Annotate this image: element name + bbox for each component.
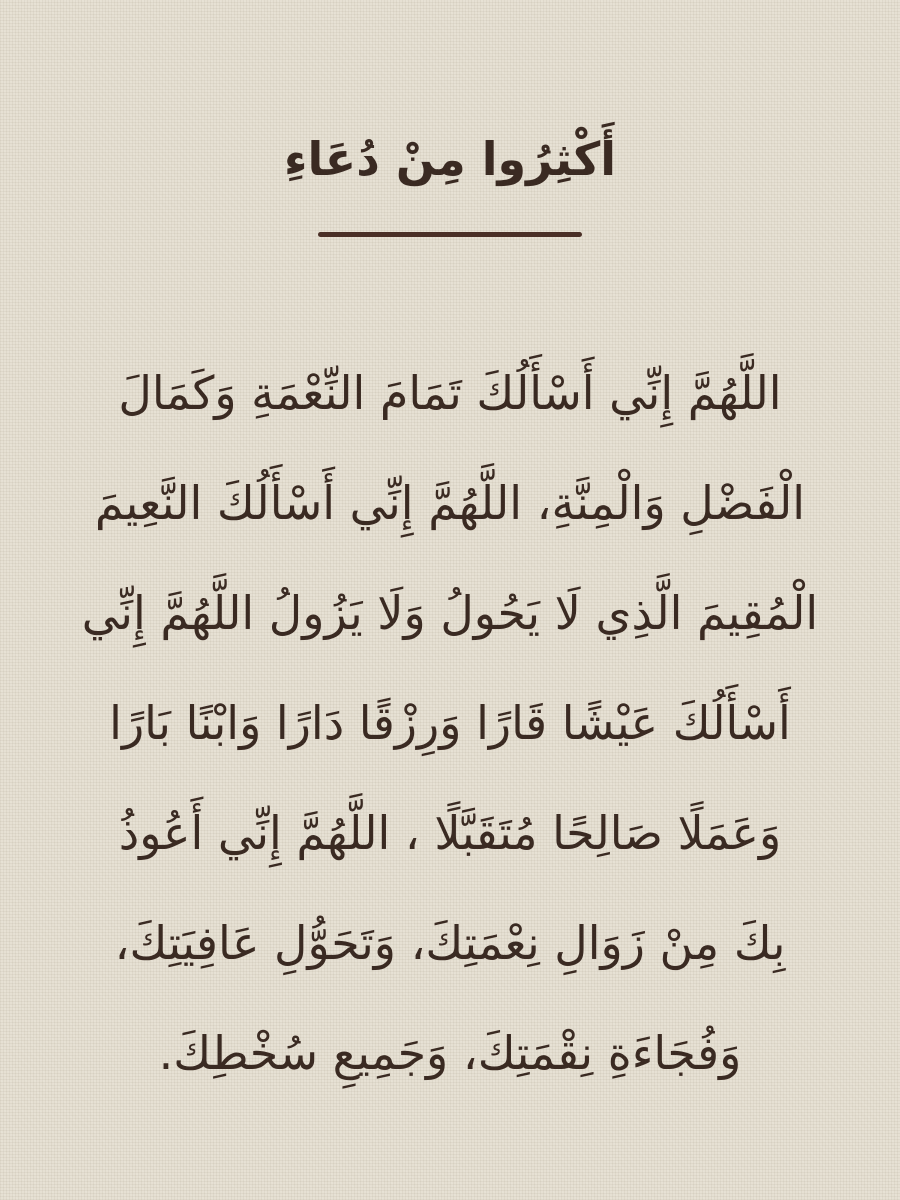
- dua-line: بِكَ مِنْ زَوَالِ نِعْمَتِكَ، وَتَحَوُّلِ عَافِيَتِكَ،: [114, 916, 786, 970]
- dua-line: اللَّهُمَّ إِنِّي أَسْأَلُكَ تَمَامَ النِّعْمَةِ وَكَمَالَ: [118, 366, 782, 420]
- title-divider: [318, 232, 582, 237]
- dua-line: وَفُجَاءَةِ نِقْمَتِكَ، وَجَمِيعِ سُخْطِكَ.: [158, 1026, 742, 1080]
- page-title: أَكْثِرُوا مِنْ دُعَاءِ: [284, 132, 616, 186]
- dua-line: الْمُقِيمَ الَّذِي لَا يَحُولُ وَلَا يَزُولُ اللَّهُمَّ إِنِّي: [81, 586, 819, 640]
- dua-line: الْفَضْلِ وَالْمِنَّةِ، اللَّهُمَّ إِنِّي أَسْأَلُكَ النَّعِيمَ: [94, 476, 806, 530]
- dua-line: وَعَمَلًا صَالِحًا مُتَقَبَّلًا ، اللَّهُمَّ إِنِّي أَعُوذُ: [118, 806, 782, 860]
- dua-text: [70, 338, 830, 1108]
- dua-line: أَسْأَلُكَ عَيْشًا قَارًا وَرِزْقًا دَارًا وَابْنًا بَارًا: [109, 696, 791, 750]
